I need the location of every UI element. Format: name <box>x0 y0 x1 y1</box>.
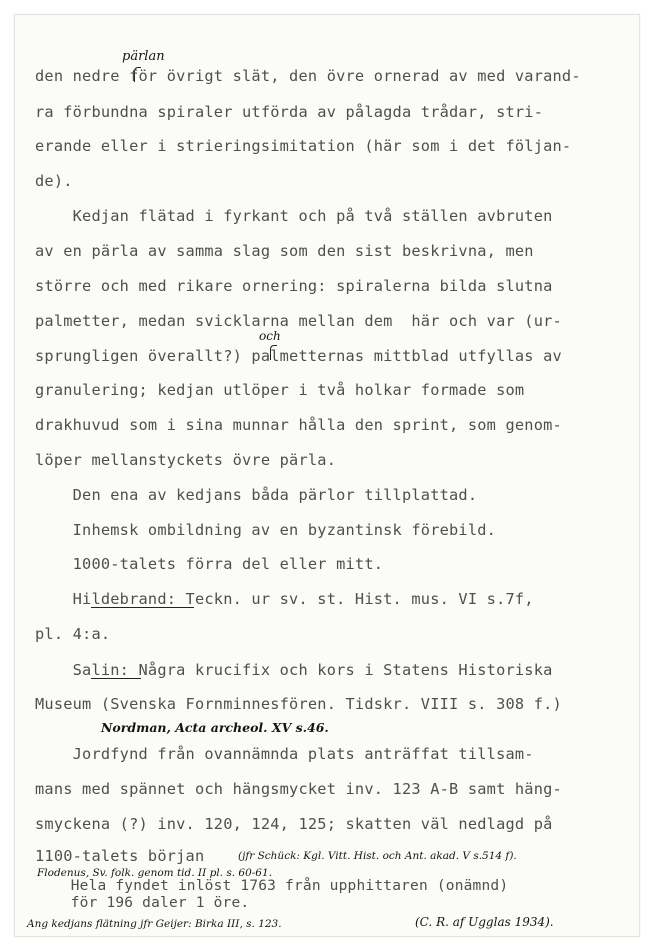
text-line-hildebrand: Hildebrand: Teckn. ur sv. st. Hist. mus. VI s.7f, <box>35 590 534 608</box>
handwritten-flodenus-reference: Flodenus, Sv. folk. genom tid. II pl. s. 60-61. <box>37 867 272 879</box>
text-line-24: Hela fyndet inlöst 1763 från upphittaren (onämnd) <box>35 878 509 894</box>
text-line-4: de). <box>35 172 73 190</box>
text-line-12: löper mellanstyckets övre pärla. <box>35 451 337 469</box>
text-line-13: Den ena av kedjans båda pärlor tillplattad. <box>35 486 478 504</box>
text-line-15: 1000-talets förra del eller mitt. <box>35 555 384 573</box>
handwritten-schuck-reference: (jfr Schück: Kgl. Vitt. Hist. och Ant. akad. V s.514 f). <box>238 850 517 862</box>
handwritten-bottom-note: Ang kedjans flätning jfr Geijer: Birka III, s. 123. <box>27 918 282 930</box>
text-line-3: erande eller i strieringsimitation (här som i det följan- <box>35 137 572 155</box>
text-line-8: palmetter, medan svicklarna mellan dem här och var (ur- <box>35 312 562 330</box>
text-line-20: Jordfynd från ovannämnda plats anträffat tillsam- <box>35 745 534 763</box>
text-line-23: 1100-talets början <box>35 847 205 865</box>
text-line-22: smyckena (?) inv. 120, 124, 125; skatten väl nedlagd på <box>35 815 553 833</box>
text-line-14: Inhemsk ombildning av en byzantinsk förebild. <box>35 521 497 539</box>
text-line-1: den nedre för övrigt slät, den övre ornerad av med varand- <box>35 67 581 85</box>
text-line-11: drakhuvud som i sina munnar hålla den sprint, som genom- <box>35 416 562 434</box>
text-line-6: av en pärla av samma slag som den sist beskrivna, men <box>35 242 534 260</box>
text-line-19: Museum (Svenska Fornminnesfören. Tidskr. VIII s. 308 f.) <box>35 695 562 713</box>
text-line-7: större och med rikare ornering: spiralerna bilda slutna <box>35 277 553 295</box>
text-line-10: granulering; kedjan utlöper i två holkar formade som <box>35 381 525 399</box>
text-line-2: ra förbundna spiraler utförda av pålagda trådar, stri- <box>35 103 544 121</box>
text-line-9: sprungligen överallt?) palmetternas mittblad utfyllas av <box>35 347 562 365</box>
underline-hildebrand <box>91 607 194 608</box>
text-line-21: mans med spännet och hängsmycket inv. 123 A-B samt häng- <box>35 780 562 798</box>
handwritten-signature-note: (C. R. af Ugglas 1934). <box>415 915 554 929</box>
text-line-17: pl. 4:a. <box>35 625 111 643</box>
text-line-5: Kedjan flätad i fyrkant och på två ställen avbruten <box>35 207 553 225</box>
text-line-salin: Salin: Några krucifix och kors i Statens Historiska <box>35 661 553 679</box>
underline-salin <box>91 678 141 679</box>
document-page <box>14 14 640 937</box>
text-line-25: för 196 daler 1 öre. <box>35 895 250 911</box>
handwritten-nordman-reference: Nordman, Acta archeol. XV s.46. <box>101 720 329 735</box>
handwritten-insertion-och: och <box>259 329 281 343</box>
handwritten-insertion-parlan: pärlan <box>122 49 165 64</box>
